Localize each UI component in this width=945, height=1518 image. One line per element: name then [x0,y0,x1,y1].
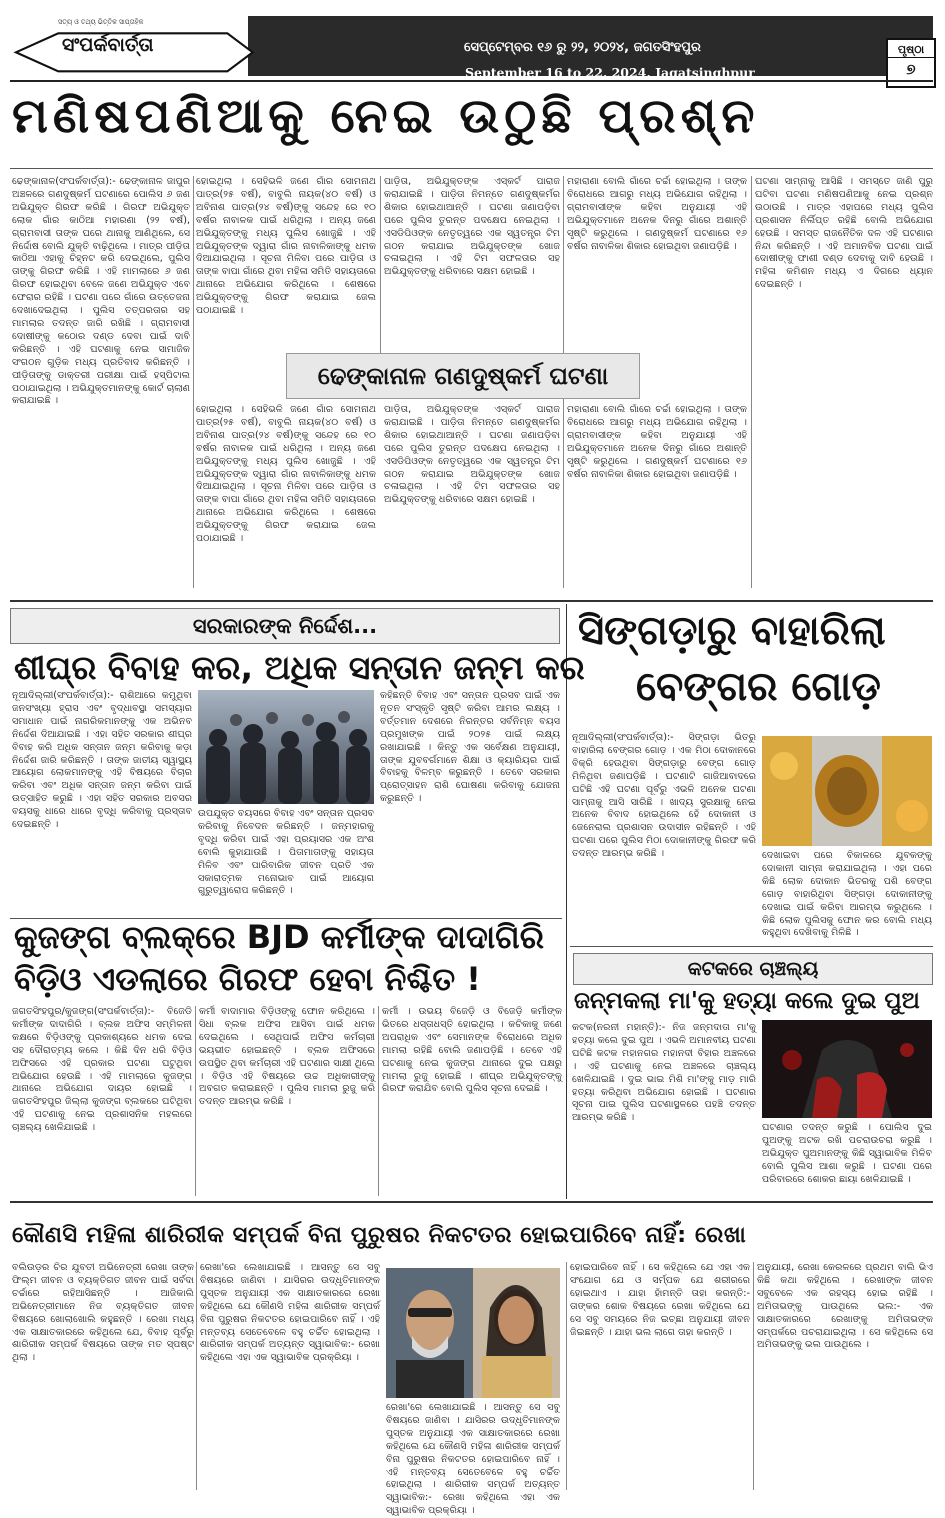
story6-col2b [386,1402,560,1517]
crowd-photo [198,690,374,804]
story6-col2 [200,1262,380,1490]
story6-text-4: ଅନୁଯାୟୀ, ରେଖା କେରଳରେ ପ୍ରଥମ ବାଲି ଭିଏ କିଛି କଥା କହିଥିଲେ । ରେଖାଙ୍କ ଜୀବନ ସବୁବେଳେ ଏକ ରହସ୍ୟ ହୋଇ ରହିଛି । ଅମିତାଭଙ୍କୁ ପାଉଥିଲେ ଭଲ:- ଏକ ସାକ୍ଷାତକାରରେ ରେଖାଙ୍କୁ ଅମିତାଭଙ୍କ ସମ୍ପର୍କରେ ପଚରାଯାଇଥିଲା । ସେ କହିଥିଲେ ସେ ଅମିତାଭଙ୍କୁ ଭଲ ପାଉଥିଲେ । [757,1262,933,1351]
story6-col3 [570,1262,750,1490]
story5-headline: ଜନ୍ମକଲା ମା'କୁ ହତ୍ୟା କଲେ ଦୁଇ ପୁଅ [574,988,920,1014]
headline-rule [10,168,933,169]
story1-col2 [196,176,376,356]
story1-col3b [384,404,560,588]
story3-text-2: ଦେଖାଇବା ପରେ ବିକାଳରେ ଯୁବକଙ୍କୁ ଦୋକାନୀ ସାମ୍ନା କରାଯାଇଥିଲା । ଏହା ପରେ କିଛି ଲୋକ ଦୋକାନ ଭିତରକୁ ପଶି ବେଙ୍ଗ ଗୋଡ଼ ବାହାରିଥିବା ସିଙ୍ଗଡ଼ା ଦୋକାନୀଙ୍କୁ ଦେଖାଇ ପାଇଁ କରିବା ଆରମ୍ଭ କରୁଥିଲେ । କିଛି ଲୋକ ପୁଲିସକୁ ଫୋନ କର ବୋଲି ମଧ୍ୟ କହୁଥିବା ଦେଖିବାକୁ ମିଳିଛି । [762,850,932,939]
column-rule [378,1006,379,1196]
story6-col1 [12,1262,194,1490]
story2-col2 [198,808,374,914]
story2-kicker: ସରକାରଙ୍କ ନିର୍ଦ୍ଦେଶ... [10,608,560,644]
column-rule [196,1262,197,1490]
story2-headline: ଶୀଘ୍ର ବିବାହ କର, ଅଧିକ ସନ୍ତାନ ଜନ୍ମ କର [14,648,585,687]
story1-subhead: ଢେଙ୍କାନାଳ ଗଣଦୁଷ୍କର୍ମ ଘଟଣା [286,353,640,399]
story4-col3 [382,1006,562,1196]
story2-text-3: କହିଛନ୍ତି ବିବାହ ଏବଂ ସନ୍ତାନ ପ୍ରସବ ପାଇଁ ଏକ ନୂତନ ସଂସ୍କୃତି ସୃଷ୍ଟି କରିବା ଆମର ଲକ୍ଷ୍ୟ । ବର୍ତ୍ତମାନ ଦେଶରେ ନିରନ୍ତର ସର୍ବନିମ୍ନ ବୟସ ପ୍ରମୁଖଙ୍କ ପାଇଁ ୨୦୨୫ ପାଇଁ ଲକ୍ଷ୍ୟ ରଖାଯାଇଛି । କିନ୍ତୁ ଏକ ସର୍ବେକ୍ଷଣ ଅନୁଯାୟୀ, ତାଙ୍କ ଯୁବବର୍ଗମାନେ ଶିକ୍ଷା ଓ କ୍ୟାରିୟର ପାଇଁ ବିବାହକୁ ବିଳମ୍ବ କରୁଛନ୍ତି । ତେବେ ସରକାର ପ୍ରୋତ୍ସାହନ ରାଶି ଘୋଷଣା କରିବାକୁ ଯୋଜନା କରୁଛନ୍ତି । [380,690,560,805]
story4-headline-2: ବିଡ଼ିଓ ଏଡଲାରେ ଗିରଫ ହେବା ନିଶ୍ଚିତ ! [14,960,481,998]
column-rule [566,1262,567,1490]
story1-text-4b: ମହାରାଣା ବୋଲି ଗାଁରେ ଚର୍ଚ୍ଚା ହୋଇଥିଲା । ତାଙ୍କ ବିରୋଧରେ ଆଗରୁ ମଧ୍ୟ ଅଭିଯୋଗ ରହିଥିଲା । ଗ୍ରାମବାସୀଙ୍କ କହିବା ଅନୁଯାୟୀ ଏହି ଅଭିଯୁକ୍ତମାନେ ଅନେକ ଦିନରୁ ଗାଁରେ ଅଶାନ୍ତି ସୃଷ୍ଟି କରୁଥିଲେ । ଗଣଦୁଷ୍କର୍ମ ଘଟଣାରେ ୧୬ ବର୍ଷର ନାବାଳିକା ଶିକାର ହୋଇଥିବା ଜଣାପଡ଼ିଛି । [567,404,747,480]
story1-text-5: ଘଟଣା ସାମ୍ନାକୁ ଆସିଛି । ସମସ୍ତେ ଜାଣି ପୁରୁ ଘଟିବା ଘଟଣା ମଣିଷପଣିଆକୁ ନେଇ ପ୍ରଶ୍ନ ଉଠାଉଛି । ମାତ୍ର ଏହାପରେ ମଧ୍ୟ ପୁଲିସ ପ୍ରଶାସନ ନିର୍ଲିପ୍ତ ରହିଛି ବୋଲି ଅଭିଯୋଗ ହେଉଛି । ସମସ୍ତ ରାଜନୈତିକ ଦଳ ଏହି ଘଟଣାର ନିନ୍ଦା କରିଛନ୍ତି । ଏହି ଅମାନବିକ ଘଟଣା ପାଇଁ ଦୋଷୀଙ୍କୁ ଫାଶୀ ଦଣ୍ଡ ଦେବାକୁ ଦାବି ହେଉଛି । ମହିଳା କମିଶନ ମଧ୍ୟ ଏ ଦିଗରେ ଧ୍ୟାନ ଦେଇଛନ୍ତି । [755,176,933,291]
column-rule [380,176,381,356]
story1-col2b [196,404,376,588]
section-divider [566,604,567,1199]
story5-text-2: ଘଟଣାର ତଦନ୍ତ କରୁଛି । ପୋଲିସ ଦୁଇ ପୁଅଙ୍କୁ ଅଟକ ରଖି ପଚରାଉଚରା କରୁଛି । ଅଭିଯୁକ୍ତ ପୁଅମାନଙ୍କୁ କିଛି ସ୍ୱାଭାବିକ ମିଳିବ ବୋଲି ପୁଲିସ ଆଶା କରୁଛି । ଘଟଣା ପରେ ପରିବାରରେ ଶୋକର ଛାୟା ଖେଳିଯାଇଛି । [762,1122,932,1185]
date-english: September 16 to 22, 2024, Jagatsinghpur [465,65,755,80]
column-rule [753,1262,754,1490]
story5-text-1: କଟକ(ନରନୀ ମହାନ୍ତି):- ନିଜ ଜନ୍ମଦାତା ମା'କୁ ହତ୍ୟା କଲେ ଦୁଇ ପୁଅ । ଏଭଳି ଅମାନବୀୟ ଘଟଣା ଘଟିଛି କଟକ ମହାନଗର ମହାନଦୀ ବିହାର ଅଞ୍ଚଳରେ । ଏହି ଘଟଣାକୁ ନେଇ ଅଞ୍ଚଳରେ ଚାଞ୍ଚଲ୍ୟ ଖେଳିଯାଇଛି । ଦୁଇ ଭାଇ ମିଶି ମା'ଙ୍କୁ ମାଡ଼ ମାରି ହତ୍ୟା କରିଥିବା ଅଭିଯୋଗ ହୋଇଛି । ଘଟଣାର ସୂଚନା ପାଇ ପୁଲିସ ଘଟଣାସ୍ଥଳରେ ପହଞ୍ଚି ତଦନ୍ତ ଆରମ୍ଭ କରିଛି । [572,1022,756,1124]
story6-text-2b: ରେଖା'ରେ ଲେଖାଯାଇଛି । ଆସନ୍ତୁ ସେ ସବୁ ବିଷୟରେ ଜାଣିବା । ଯାସିରର ଉଦ୍ଧୃତିମାନଙ୍କ ପୁସ୍ତକ ଅନୁଯାୟୀ ଏକ ସାକ୍ଷାତକାରରେ ରେଖା କହିଥିଲେ ଯେ କୌଣସି ମହିଳା ଶାରିରୀକ ସମ୍ପର୍କ ବିନା ପୁରୁଷର ନିକଟତର ହୋଇପାରିବେ ନାହିଁ । ଏହି ମନ୍ତବ୍ୟ ସେତେବେଳେ ବହୁ ଚର୍ଚ୍ଚିତ ହୋଇଥିଲା । ଶାରିରୀକ ସମ୍ପର୍କ ଅତ୍ୟନ୍ତ ସ୍ୱାଭାବିକ:- ରେଖା କହିଥିଲେ ଏହା ଏକ ସ୍ୱାଭାବିକ ପ୍ରକ୍ରିୟା । [386,1402,560,1517]
story2-text-1: ନୂଆଦିଲ୍ଲୀ(ସଂପର୍କବାର୍ତ୍ତା):- ରାଶିଆରେ କମୁଥିବା ଜନସଂଖ୍ୟା ହ୍ରାସ ଏବଂ ବୃଦ୍ଧାବସ୍ଥା ସମସ୍ୟାର ସମାଧାନ ପାଇଁ ନାଗରିକମାନଙ୍କୁ ଏକ ଅଭିନବ ନିର୍ଦ୍ଦେଶ ଦିଆଯାଇଛି । ଏହା ସହିତ ସରକାର ଶୀଘ୍ର ବିବାହ କରି ଅଧିକ ସନ୍ତାନ ଜନ୍ମ କରିବାକୁ କଡ଼ା ନିର୍ଦ୍ଦେଶ ଜାରି କରିଛନ୍ତି । ତାଙ୍କ ଜାତୀୟ ସ୍ୱାସ୍ଥ୍ୟ ଆୟୋଗ ଲୋକମାନଙ୍କୁ ଏହି ବିଷୟରେ ବିଚାର କରିବା ଏବଂ ଅଧିକ ସନ୍ତାନ ଜନ୍ମ କରିବା ପାଇଁ ଉତ୍ସାହିତ କରୁଛି । ଏହା ସହିତ ସରକାର ଅବସର ବୟସକୁ ଧାରେ ଧାରେ ବୃଦ୍ଧି କରିବାକୁ ପ୍ରସ୍ତାବ ଦେଇଛନ୍ତି । [12,690,192,831]
story3-text-1: ନୂଆଦିଲ୍ଲୀ(ସଂପର୍କବାର୍ତ୍ତା):- ସିଙ୍ଗଡ଼ା ଭିତରୁ ବାହାରିଲା ବେଙ୍ଗର ଗୋଡ଼ । ଏକ ମିଠା ଦୋକାନରେ ବିକ୍ରି ହେଉଥିବା ସିଙ୍ଗଡ଼ାରୁ ବେଙ୍ଗ ଗୋଡ଼ ମିଳିଥିବା ଜଣାପଡ଼ିଛି । ଘଟଣାଟି ଗାଜିଆବାଦରେ ଘଟିଛି ଏହି ଘଟଣା ପୂର୍ବରୁ ଏଭଳି ଅନେକ ଘଟଣା ସାମ୍ନାକୁ ଆସି ସାରିଛି । ଖାଦ୍ୟ ସୁରକ୍ଷାକୁ ନେଇ ଅନେକ ବିବାଦ ହୋଇଥିଲେ ହେଁ ଦୋକାନୀ ଓ ଜେନେରାଲ ପ୍ରଶାସନ ଉଦାସୀନ ରହିଛନ୍ତି । ଏହି ଘଟଣା ପରେ ପୁଲିସ ମିଠା ଦୋକାନୀଙ୍କୁ ଗିରଫ କରି ତଦନ୍ତ ଆରମ୍ଭ କରିଛି । [572,732,756,860]
samosa-photo [762,736,932,846]
story6-text-2: ରେଖା'ରେ ଲେଖାଯାଇଛି । ଆସନ୍ତୁ ସେ ସବୁ ବିଷୟରେ ଜାଣିବା । ଯାସିରର ଉଦ୍ଧୃତିମାନଙ୍କ ପୁସ୍ତକ ଅନୁଯାୟୀ ଏକ ସାକ୍ଷାତକାରରେ ରେଖା କହିଥିଲେ ଯେ କୌଣସି ମହିଳା ଶାରିରୀକ ସମ୍ପର୍କ ବିନା ପୁରୁଷର ନିକଟତର ହୋଇପାରିବେ ନାହିଁ । ଏହି ମନ୍ତବ୍ୟ ସେତେବେଳେ ବହୁ ଚର୍ଚ୍ଚିତ ହୋଇଥିଲା । ଶାରିରୀକ ସମ୍ପର୍କ ଅତ୍ୟନ୍ତ ସ୍ୱାଭାବିକ:- ରେଖା କହିଥିଲେ ଏହା ଏକ ସ୍ୱାଭାବିକ ପ୍ରକ୍ରିୟା । [200,1262,380,1364]
page-label: ପୃଷ୍ଠା [888,43,934,58]
section-rule [570,946,933,947]
story6-headline: କୌଣସି ମହିଳା ଶାରିରୀକ ସମ୍ପର୍କ ବିନା ପୁରୁଷର ନିକଟତର ହୋଇପାରିବେ ନାହିଁ: ରେଖା [12,1222,747,1248]
page-number: ୭ [906,60,916,78]
date-odia: ସେପ୍ଟେମ୍ବର ୧୬ ରୁ ୨୨, ୨୦୨୪, ଜଗତସିଂହପୁର [464,40,701,55]
story1-text-3: ପାଡ଼ିତା, ଅଭିଯୁକ୍ତଙ୍କ ଏସ୍କର୍ଟ ପାରାଜ କରାଯାଇଛି । ପାଡ଼ିତା ନିମନ୍ତେ ଗଣଦୁଷ୍କର୍ମର ଶିକାର ହୋଇଥାଆନ୍ତି । ଘଟଣା ଜଣାପଡ଼ିବା ପରେ ପୁଲିସ ତୁରନ୍ତ ପଦକ୍ଷେପ ନେଇଥିଲା । ଏସଡିପିଓଙ୍କ ନେତୃତ୍ୱରେ ଏକ ସ୍ୱତନ୍ତ୍ର ଟିମ ଗଠନ କରାଯାଇ ଅଭିଯୁକ୍ତଙ୍କ ଖୋଜ ଚଳାଇଥିଲା । ଏହି ଟିମ ସଫଳତାର ସହ ଅଭିଯୁକ୍ତଙ୍କୁ ଧରିବାରେ ସକ୍ଷମ ହୋଇଛି । [384,176,560,278]
story3-col2 [762,850,932,942]
story4-col2 [199,1006,375,1196]
story1-col5 [755,176,933,588]
story5-col1 [572,1022,756,1198]
story3-headline-2: ବେଙ୍ଗର ଗୋଡ଼ [636,664,881,710]
story2-col1 [12,690,192,914]
story5-kicker: କଟକରେ ଚାଞ୍ଚଲ୍ୟ [573,953,933,985]
logo-text: ସଂପର୍କବାର୍ତ୍ତା [62,34,154,56]
story4-text-1: ଜଗତସିଂହପୁର/କୁଜଙ୍ଗ(ସଂପର୍କବାର୍ତ୍ତା):- ବିଜେଡି କର୍ମୀଙ୍କ ଦାଦାଗିରି । ବ୍ଲକ ଅଫିସ ସମ୍ମିଳନୀ କକ୍ଷରେ ବିଡ଼ିଓଙ୍କୁ ପ୍ରକାଶ୍ୟରେ ଧମକ ଦେଇ ସହ ଦୌରାତ୍ମ୍ୟ କଲେ । କିଛି ଦିନ ଧରି ବିଡ଼ିଓ ଅଫିସରେ ଏହି ପ୍ରକାର ଘଟଣା ଘଟୁଥିବା ଅଭିଯୋଗ ହେଉଛି । ଏହି ମାମଲାରେ କୁଜଙ୍ଗ ଥାନାରେ ଅଭିଯୋଗ ଦାୟର ହୋଇଛି । ଜଗତସିଂହପୁର ଜିଲ୍ଲା କୁଜଙ୍ଗ ବ୍ଲକରେ ଘଟିଥିବା ଏହି ଘଟଣାକୁ ନେଇ ପ୍ରଶାସନିକ ମହଲରେ ଚାଞ୍ଚଲ୍ୟ ଖେଳିଯାଇଛି । [12,1006,192,1134]
story1-text-2b: ହୋଇଥିଲା । ସେହିଭଳି ଜଣେ ଗାଁର ସୋମନାଥ ପାତ୍ର(୨୫ ବର୍ଷ), ବାବୁଲି ନାୟକ(୪୦ ବର୍ଷ) ଓ ଅବିନାଶ ପାତ୍ର(୨୪ ବର୍ଷ)ଙ୍କୁ ସନ୍ଦେହ ରେ ୧୦ ବର୍ଷର ନାବାଳକ ପାଇଁ ଧରିଥିଲା । ଅନ୍ୟ ଜଣେ ଅଭିଯୁକ୍ତଙ୍କୁ ମଧ୍ୟ ପୁଲିସ ଖୋଜୁଛି । ଏହି ଅଭିଯୁକ୍ତଙ୍କ ଦ୍ୱାରା ଗାଁର ନାବାଳିକାଙ୍କୁ ଧମକ ଦିଆଯାଇଥିଲା । ସୂଚନା ମିଳିବା ପରେ ପାଡ଼ିତା ଓ ତାଙ୍କ ବାପା ଗାଁରେ ଥିବା ମହିଳା ସମିତି ସହାୟତାରେ ଥାନାରେ ଅଭିଯୋଗ କରିଥିଲେ । ଶେଷରେ ଅଭିଯୁକ୍ତଙ୍କୁ ଗିରଫ କରାଯାଇ ଜେଲ ପଠାଯାଇଛି । [196,404,376,545]
amitabh-rekha-photo [386,1268,560,1398]
story6-text-3: ହୋଇପାରିବେ ନାହିଁ । ସେ କହିଥିଲେ ଯେ ଏହା ଏକ ସଂଯୋଗ ଯେ ଓ ସର୍ମ୍ପକ ଯେ ଶରୀରରେ ହୋଇଥାଏ । ଯାହା ହାଁମନ୍ତି ତାହା କରନ୍ତି:- ତାଙ୍କର ଶୋକ ବିଷୟରେ ରେଖା କହିଥିଲେ ଯେ ସେ ସବୁ ସମୟରେ ନିଜ ଇଚ୍ଛା ଅନୁଯାୟୀ ଜୀବନ ଜିଇଛନ୍ତି । ଯାହା ଭଲ ଲାଗେ ତାହା କରନ୍ତି । [570,1262,750,1338]
main-headline: ମଣିଷପଣିଆକୁ ନେଇ ଉଠୁଛି ପ୍ରଶ୍ନ [12,88,760,144]
story3-col1 [572,732,756,942]
column-rule [193,176,194,588]
logo-tagline: ସତ୍ୟ ଓ ତଥ୍ୟ ଭିତ୍ତିକ ସାପ୍ତାହିକ [58,18,144,26]
story4-text-3: କର୍ମୀ । ଉଭୟ ବିଜେଡ଼ି ଓ ବିଜେଡ଼ି କର୍ମୀଙ୍କ ଭିତରେ ଧସ୍ତାଧସ୍ତି ହୋଇଥିଲା । କଚିକାକୁ ଜଣେ ଅପରାଧିକ ଏବଂ ସେମାନଙ୍କ ବିରୋଧରେ ଅଧିକ ମାମଲା ରହିଛି ବୋଲି ଜଣାପଡ଼ିଛି । ତେବେ ଏହି ଘଟଣାକୁ ନେଇ କୁଜଙ୍ଗ ଥାନାରେ ଦୁଇ ପକ୍ଷରୁ ମାମଲା ରୁଜୁ ହୋଇଛି । ଶୀଘ୍ର ଅଭିଯୁକ୍ତଙ୍କୁ ଗିରଫ କରାଯିବ ବୋଲି ପୁଲିସ ସୂଚନା ଦେଇଛି । [382,1006,562,1095]
section-rule [10,600,933,602]
masthead-rule [10,80,933,82]
story6-text-1: ବଲିଉଡ଼ର ଚିର ଯୁବତୀ ଅଭିନେତ୍ରୀ ରେଖା ତାଙ୍କ ଫିଲ୍ମ ଜୀବନ ଓ ବ୍ୟକ୍ତିଗତ ଜୀବନ ପାଇଁ ସର୍ବଦା ଚର୍ଚ୍ଚାରେ ରହିଆସିଛନ୍ତି । ଆଜିକାଲି ଅଭିନେତ୍ରୀମାନେ ନିଜ ବ୍ୟକ୍ତିଗତ ଜୀବନ ବିଷୟରେ ଖୋଲାଖୋଲି କହୁଛନ୍ତି । ରେଖା ମଧ୍ୟ ଏକ ସାକ୍ଷାତକାରରେ କହିଥିଲେ ଯେ, ବିବାହ ପୂର୍ବରୁ ଶାରିରୀକ ସମ୍ପର୍କ ବିଷୟରେ ତାଙ୍କ ମତ ସ୍ପଷ୍ଟ ଥିଲା । [12,1262,194,1364]
story1-text-1: ଢେଙ୍କାନାଳ(ସଂପର୍କବାର୍ତ୍ତା):- ଢେଙ୍କାନାଳ ଜାପୁର ଅଞ୍ଚଳରେ ଗଣଦୁଷ୍କର୍ମ ଘଟଣାରେ ପୋଲିସ ୬ ଜଣ ଅଭିଯୁକ୍ତ ଗିରଫ କରିଛି । ଗିରଫ ଅଭିଯୁକ୍ତ ଲୋକ ଗାଁର କାଠିଆ ମହାରଣା (୨୨ ବର୍ଷ), ଗ୍ରାମବାସୀ ତାଙ୍କ ଘରେ ଥାନାକୁ ଆଣିଥିଲେ, ସେ ନିର୍ଦ୍ଦୋଷ ବୋଲି ଯୁକ୍ତି ବାଢ଼ିଥିଲେ । ମାତ୍ର ପୀଡ଼ିତା କାଠିଆ ଏହାକୁ ଚିହ୍ନଟ କରି ଦେଇଥିଲେ, ପୁଲିସ ତାଙ୍କୁ ଗିରଫ କରିଛି । ଏହି ମାମଲାରେ ୬ ଜଣ ଗିରଫ ହୋଇଥିବା ବେଳେ ଜଣେ ଅଭିଯୁକ୍ତ ଏବେ ଫେରାର ରହିଛି । ଘଟଣା ପରେ ଗାଁରେ ଉତ୍ତେଜନା ଦେଖାଦେଇଥିଲା । ପୁଲିସ ତତ୍ପରତାର ସହ ମାମଲାର ତଦନ୍ତ ଜାରି ରଖିଛି । ଗ୍ରାମବାସୀ ଦୋଷୀଙ୍କୁ କଠୋର ଦଣ୍ଡ ଦେବା ପାଇଁ ଦାବି କରିଛନ୍ତି । ଏହି ଘଟଣାକୁ ନେଇ ସାମାଜିକ ସଂଗଠନ ଗୁଡ଼ିକ ମଧ୍ୟ ପ୍ରତିବାଦ କରିଛନ୍ତି । ପୀଡ଼ିତାଙ୍କୁ ଡାକ୍ତରୀ ପରୀକ୍ଷା ପାଇଁ ହସ୍ପିଟାଲ ପଠାଯାଇଥିଲା । ଅଭିଯୁକ୍ତମାନଙ୍କୁ କୋର୍ଟ ଚାଲାଣ କରାଯାଇଛି । [12,176,190,407]
story1-col4 [567,176,747,356]
story1-col3 [384,176,560,356]
masthead [10,16,933,80]
murder-photo [762,1020,932,1118]
story4-headline-1: କୁଜଙ୍ଗ ବ୍ଲକ୍‌ରେ BJD କର୍ମୀଙ୍କ ଦାଦାଗିରି [14,918,545,956]
story1-text-4: ମହାରାଣା ବୋଲି ଗାଁରେ ଚର୍ଚ୍ଚା ହୋଇଥିଲା । ତାଙ୍କ ବିରୋଧରେ ଆଗରୁ ମଧ୍ୟ ଅଭିଯୋଗ ରହିଥିଲା । ଗ୍ରାମବାସୀଙ୍କ କହିବା ଅନୁଯାୟୀ ଏହି ଅଭିଯୁକ୍ତମାନେ ଅନେକ ଦିନରୁ ଗାଁରେ ଅଶାନ୍ତି ସୃଷ୍ଟି କରୁଥିଲେ । ଗଣଦୁଷ୍କର୍ମ ଘଟଣାରେ ୧୬ ବର୍ଷର ନାବାଳିକା ଶିକାର ହୋଇଥିବା ଜଣାପଡ଼ିଛି । [567,176,747,252]
column-rule [751,176,752,588]
story3-headline-1: ସିଙ୍ଗଡ଼ାରୁ ବାହାରିଲା [578,608,886,654]
section-rule [10,1201,933,1203]
story2-text-2: ଉପଯୁକ୍ତ ବୟସରେ ବିବାହ ଏବଂ ସନ୍ତାନ ପ୍ରସବ କରିବାକୁ ନିବେଦନ କରିଛନ୍ତି । ଜନ୍ମହାରକୁ ବୃଦ୍ଧି କରିବା ପାଇଁ ଏହା ପ୍ରୟାସର ଏକ ଅଂଶ ବୋଲି କୁହାଯାଉଛି । ପିତାମାତାଙ୍କୁ ସହାୟତା ମିଳିବ ଏବଂ ପାରିବାରିକ ଜୀବନ ପ୍ରତି ଏକ ସକାରାତ୍ମକ ମନୋଭାବ ପାଇଁ ଆୟୋଗ ଗୁରୁତ୍ୱାରୋପ କରିଛନ୍ତି । [198,808,374,897]
story6-col4 [757,1262,933,1490]
story4-col1 [12,1006,192,1196]
story2-col3 [380,690,560,914]
column-rule [195,1006,196,1196]
story1-col4b [567,404,747,588]
story1-text-2: ହୋଇଥିଲା । ସେହିଭଳି ଜଣେ ଗାଁର ସୋମନାଥ ପାତ୍ର(୨୫ ବର୍ଷ), ବାବୁଲି ନାୟକ(୪୦ ବର୍ଷ) ଓ ଅବିନାଶ ପାତ୍ର(୨୪ ବର୍ଷ)ଙ୍କୁ ସନ୍ଦେହ ରେ ୧୦ ବର୍ଷର ନାବାଳକ ପାଇଁ ଧରିଥିଲା । ଅନ୍ୟ ଜଣେ ଅଭିଯୁକ୍ତଙ୍କୁ ମଧ୍ୟ ପୁଲିସ ଖୋଜୁଛି । ଏହି ଅଭିଯୁକ୍ତଙ୍କ ଦ୍ୱାରା ଗାଁର ନାବାଳିକାଙ୍କୁ ଧମକ ଦିଆଯାଇଥିଲା । ସୂଚନା ମିଳିବା ପରେ ପାଡ଼ିତା ଓ ତାଙ୍କ ବାପା ଗାଁରେ ଥିବା ମହିଳା ସମିତି ସହାୟତାରେ ଥାନାରେ ଅଭିଯୋଗ କରିଥିଲେ । ଶେଷରେ ଅଭିଯୁକ୍ତଙ୍କୁ ଗିରଫ କରାଯାଇ ଜେଲ ପଠାଯାଇଛି । [196,176,376,317]
story1-col1 [12,176,190,588]
story5-col2 [762,1122,932,1198]
story1-text-3b: ପାଡ଼ିତା, ଅଭିଯୁକ୍ତଙ୍କ ଏସ୍କର୍ଟ ପାରାଜ କରାଯାଇଛି । ପାଡ଼ିତା ନିମନ୍ତେ ଗଣଦୁଷ୍କର୍ମର ଶିକାର ହୋଇଥାଆନ୍ତି । ଘଟଣା ଜଣାପଡ଼ିବା ପରେ ପୁଲିସ ତୁରନ୍ତ ପଦକ୍ଷେପ ନେଇଥିଲା । ଏସଡିପିଓଙ୍କ ନେତୃତ୍ୱରେ ଏକ ସ୍ୱତନ୍ତ୍ର ଟିମ ଗଠନ କରାଯାଇ ଅଭିଯୁକ୍ତଙ୍କ ଖୋଜ ଚଳାଇଥିଲା । ଏହି ଟିମ ସଫଳତାର ସହ ଅଭିଯୁକ୍ତଙ୍କୁ ଧରିବାରେ ସକ୍ଷମ ହୋଇଛି । [384,404,560,506]
story4-text-2: କର୍ମୀ ବାଦାମାର ବିଡ଼ିଓଙ୍କୁ ଫୋନ କରିଥିଲେ । ସିଧା ବ୍ଲକ ଅଫିସ ଆସିବା ପାଇଁ ଧମକ ଦେଇଥିଲେ । ସେଥିପାଇଁ ଅଫିସ କର୍ମଚାରୀ ଭୟଭୀତ ହୋଇଛନ୍ତି । ବ୍ଲକ ଅଫିସରେ ଉପସ୍ଥିତ ଥିବା କର୍ମଚାରୀ ଏହି ଘଟଣାର ସାକ୍ଷୀ ଥିଲେ । ବିଡ଼ିଓ ଏହି ବିଷୟରେ ଉଚ୍ଚ ଅଧିକାରୀଙ୍କୁ ଅବଗତ କରାଇଛନ୍ତି । ପୁଲିସ ମାମଲା ରୁଜୁ କରି ତଦନ୍ତ ଆରମ୍ଭ କରିଛି । [199,1006,375,1108]
